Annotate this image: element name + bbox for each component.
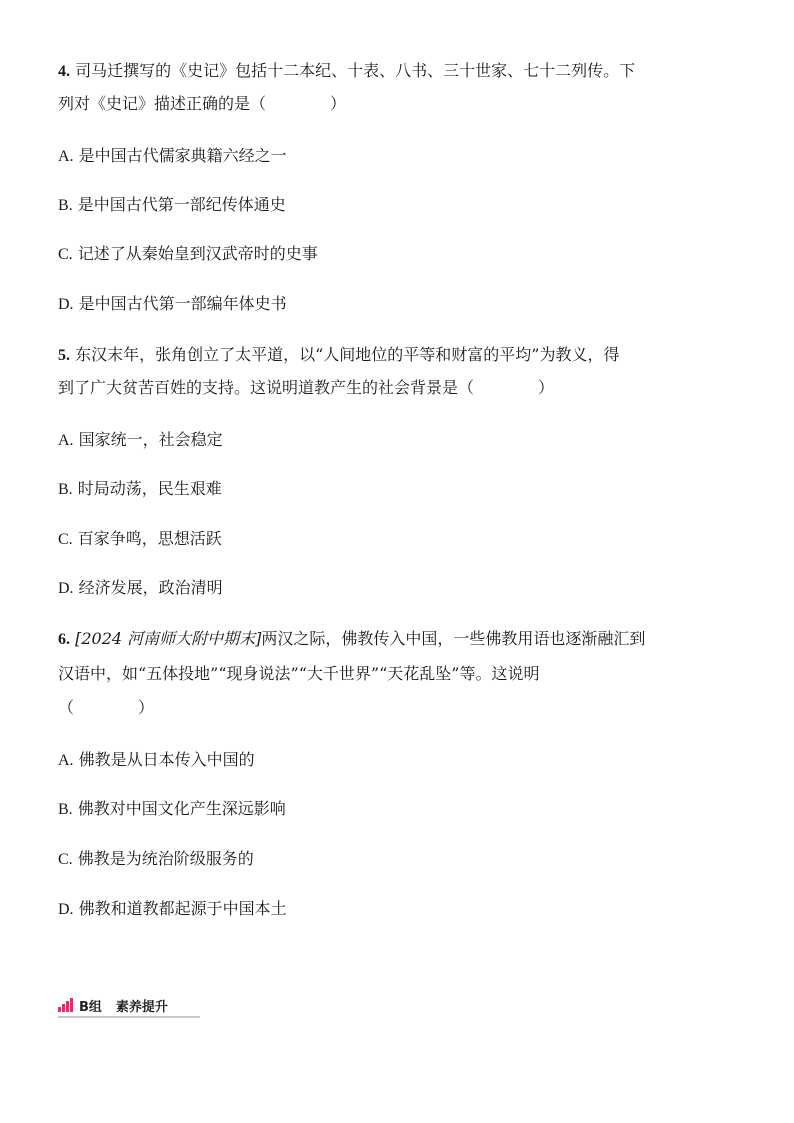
section-header — [58, 995, 168, 1015]
question-6-line-3 — [58, 697, 154, 719]
question-5-option-a[interactable] — [58, 429, 223, 452]
question-4-stem-line-2: 列对《史记》描述正确的是（ ） — [58, 94, 347, 113]
option-letter: C. — [58, 246, 73, 263]
option-letter: D. — [58, 580, 74, 597]
option-letter: C. — [58, 531, 73, 548]
option-letter: D. — [58, 901, 74, 918]
question-5-stem-line-1: 东汉末年，张角创立了太平道，以“人间地位的平等和财富的平均”为教义，得 — [75, 345, 620, 364]
option-letter: A. — [58, 148, 74, 165]
section-group-label: B组 — [79, 999, 102, 1015]
option-text: 是中国古代儒家典籍六经之一 — [78, 146, 287, 165]
question-5-line-1 — [58, 344, 619, 367]
question-6-option-b[interactable] — [58, 798, 286, 821]
question-6-line-2 — [58, 663, 539, 685]
option-text: 国家统一，社会稳定 — [78, 430, 223, 449]
option-text: 时局动荡，民生艰难 — [77, 479, 222, 498]
question-6-option-c[interactable] — [58, 848, 254, 871]
question-6-option-a[interactable] — [58, 749, 255, 772]
option-letter: D. — [58, 296, 74, 313]
option-text: 是中国古代第一部纪传体通史 — [77, 195, 286, 214]
question-4-option-d[interactable] — [58, 293, 287, 316]
option-text: 佛教是为统治阶级服务的 — [77, 849, 254, 868]
option-letter: B. — [58, 801, 73, 818]
section-underline — [58, 1016, 200, 1018]
option-text: 经济发展，政治清明 — [78, 578, 223, 597]
question-5-option-b[interactable] — [58, 478, 222, 501]
section-title: 素养提升 — [115, 999, 168, 1015]
question-6-number: 6. — [58, 631, 70, 648]
option-text: 百家争鸣，思想活跃 — [77, 529, 222, 548]
question-4-option-a[interactable] — [58, 145, 287, 168]
option-text: 佛教和道教都起源于中国本土 — [78, 899, 287, 918]
option-letter: A. — [58, 432, 74, 449]
bar-chart-icon — [58, 998, 74, 1012]
question-5-option-d[interactable] — [58, 577, 223, 600]
question-4-line-1 — [58, 60, 635, 83]
question-5-line-2 — [58, 377, 554, 399]
option-letter: C. — [58, 851, 73, 868]
option-text: 记述了从秦始皇到汉武帝时的史事 — [77, 244, 318, 263]
option-text: 佛教对中国文化产生深远影响 — [77, 799, 286, 818]
question-4-stem-line-1: 司马迁撰写的《史记》包括十二本纪、十表、八书、三十世家、七十二列传。下 — [75, 61, 636, 80]
option-letter: B. — [58, 197, 73, 214]
question-4-number: 4. — [58, 63, 70, 80]
question-6-line-1 — [58, 628, 645, 651]
question-4-line-2 — [58, 93, 346, 115]
option-letter: B. — [58, 481, 73, 498]
option-text: 佛教是从日本传入中国的 — [78, 750, 255, 769]
question-6-source: [2024 河南师大附中期末] — [75, 629, 262, 648]
question-6-option-d[interactable] — [58, 898, 287, 921]
question-6-stem-line-3: （ ） — [58, 698, 155, 717]
question-5-stem-line-2: 到了广大贫苦百姓的支持。这说明道教产生的社会背景是（ ） — [58, 378, 555, 397]
question-5-number: 5. — [58, 347, 70, 364]
question-6-stem-line-2: 汉语中，如“五体投地”“现身说法”“大千世界”“天花乱坠”等。这说明 — [58, 664, 540, 683]
option-text: 是中国古代第一部编年体史书 — [78, 294, 287, 313]
question-5-option-c[interactable] — [58, 528, 222, 551]
question-6-stem-line-1: 两汉之际，佛教传入中国，一些佛教用语也逐渐融汇到 — [261, 629, 646, 648]
question-4-option-c[interactable] — [58, 243, 318, 266]
question-4-option-b[interactable] — [58, 194, 286, 217]
option-letter: A. — [58, 752, 74, 769]
